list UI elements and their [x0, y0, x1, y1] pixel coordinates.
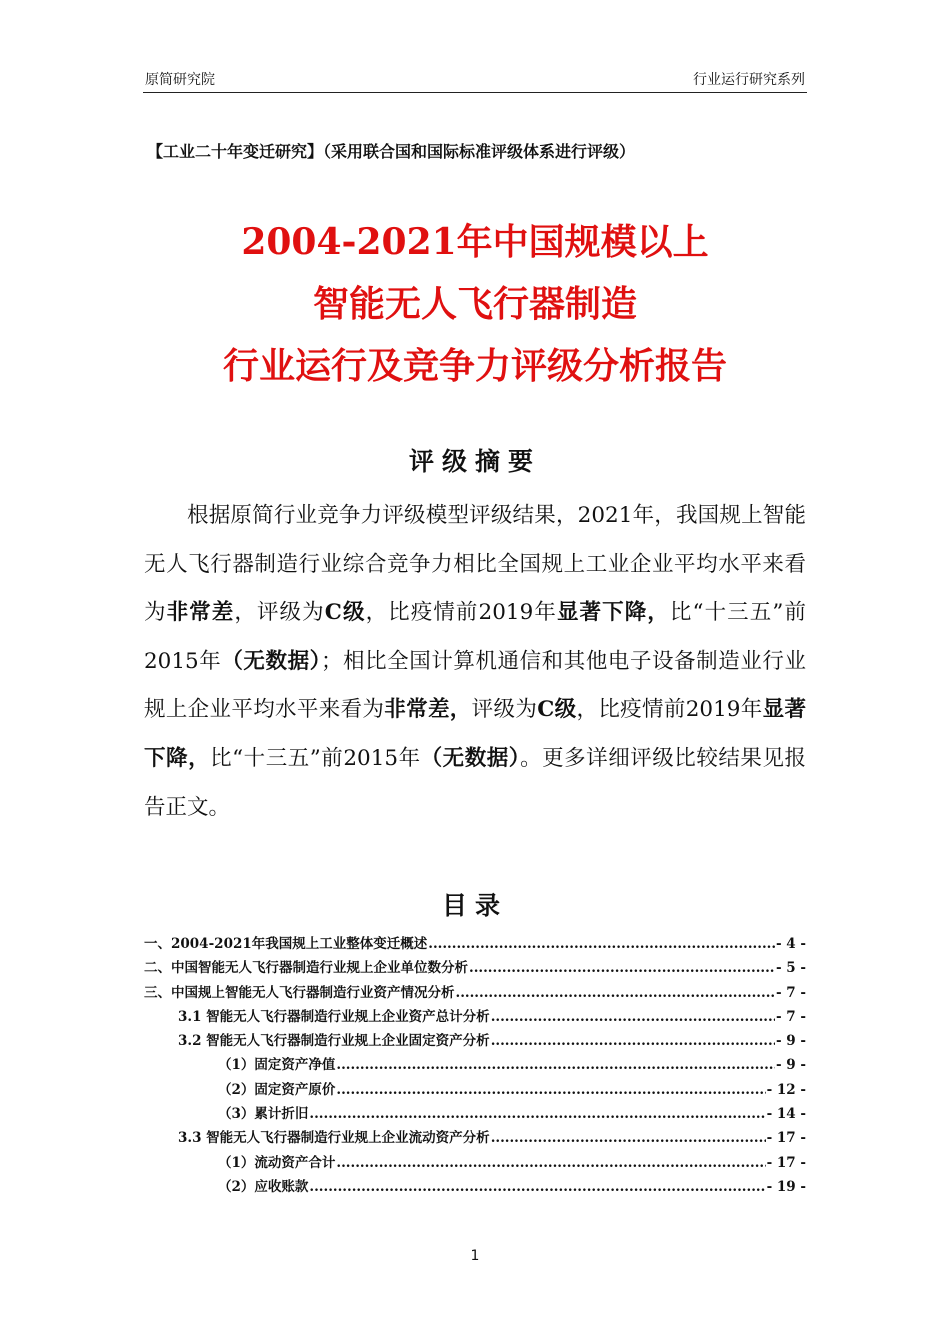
title-line-1: 2004-2021年中国规模以上 — [241, 221, 709, 263]
summary-body — [144, 492, 806, 832]
toc-entry-label: （2）固定资产原价 — [218, 1081, 336, 1098]
toc-leader-dots — [309, 1179, 765, 1195]
toc-entry-page: - 9 - — [776, 1057, 806, 1074]
toc-entry[interactable] — [144, 1029, 806, 1053]
toc-leader-dots — [469, 960, 775, 976]
toc-entry[interactable] — [144, 1126, 806, 1150]
summary-text: ，评级为 — [234, 600, 325, 626]
table-of-contents — [144, 932, 806, 1199]
summary-text: 评级为 — [471, 697, 538, 723]
toc-entry[interactable] — [144, 1175, 806, 1199]
toc-entry-label: 3.2 智能无人飞行器制造行业规上企业固定资产分析 — [178, 1033, 490, 1050]
summary-text: 根据原简行业竞争力评级模型评级结果，2021年，我国规上智能无人飞行器制造行业综合竞争力相比全国规上工业企业平均水平来看为 — [144, 503, 806, 626]
toc-leader-dots — [336, 1155, 765, 1171]
toc-entry-label: （3）累计折旧 — [218, 1106, 309, 1123]
toc-entry[interactable] — [144, 932, 806, 956]
toc-entry-page: - 4 - — [776, 936, 806, 952]
summary-heading: 评级摘要 — [408, 447, 541, 476]
summary-emphasis: 显著下降， — [144, 697, 806, 771]
summary-text: ，比疫情前2019年 — [576, 697, 763, 723]
toc-leader-dots — [456, 985, 776, 1001]
toc-entry[interactable] — [144, 1053, 806, 1077]
toc-entry[interactable] — [144, 981, 806, 1005]
toc-entry-label: 一、2004-2021年我国规上工业整体变迁概述 — [144, 936, 428, 952]
summary-text: 比“十三五”前2015年 — [210, 745, 421, 771]
summary-emphasis: C级 — [324, 600, 366, 626]
toc-entry[interactable] — [144, 1151, 806, 1175]
toc-leader-dots — [309, 1106, 765, 1122]
title-line-3: 行业运行及竞争力评级分析报告 — [222, 345, 727, 387]
toc-entry-page: - 14 - — [766, 1106, 806, 1123]
toc-entry-label: 三、中国规上智能无人飞行器制造行业资产情况分析 — [144, 984, 455, 1001]
toc-entry[interactable] — [144, 956, 806, 980]
toc-leader-dots — [491, 1033, 775, 1049]
toc-leader-dots — [491, 1009, 775, 1025]
summary-text: ，比疫情前2019年 — [365, 600, 557, 626]
summary-emphasis: （无数据） — [221, 648, 321, 674]
toc-entry-label: （1）流动资产合计 — [218, 1154, 336, 1171]
toc-entry[interactable] — [144, 1102, 806, 1126]
toc-entry[interactable] — [144, 1005, 806, 1029]
toc-entry-page: - 7 - — [776, 984, 806, 1001]
page-number: 1 — [470, 1248, 480, 1264]
summary-paragraph — [144, 492, 806, 832]
summary-emphasis: （无数据） — [420, 745, 521, 771]
toc-leader-dots — [336, 1082, 765, 1098]
toc-entry-page: - 9 - — [776, 1033, 806, 1050]
toc-entry-label: 3.3 智能无人飞行器制造行业规上企业流动资产分析 — [178, 1130, 490, 1147]
toc-entry[interactable] — [144, 1078, 806, 1102]
toc-entry-page: - 7 - — [776, 1008, 806, 1025]
toc-entry-label: （1）固定资产净值 — [218, 1057, 336, 1074]
toc-entry-label: 3.1 智能无人飞行器制造行业规上企业资产总计分析 — [178, 1008, 490, 1025]
toc-leader-dots — [428, 936, 775, 952]
toc-leader-dots — [491, 1130, 766, 1146]
summary-text: 比“十三五”前2015年 — [144, 600, 806, 674]
summary-emphasis: 显著下降， — [556, 600, 670, 626]
toc-entry-page: - 17 - — [766, 1154, 806, 1171]
summary-emphasis: 非常差， — [384, 697, 472, 723]
toc-entry-label: 二、中国智能无人飞行器制造行业规上企业单位数分析 — [144, 960, 468, 977]
header-series: 行业运行研究系列 — [693, 72, 805, 88]
page-header — [143, 66, 807, 93]
series-line: 【工业二十年变迁研究】（采用联合国和国际标准评级体系进行评级） — [147, 142, 636, 161]
toc-heading: 目录 — [441, 891, 508, 920]
toc-entry-page: - 12 - — [766, 1081, 806, 1098]
toc-entry-page: - 5 - — [776, 960, 806, 977]
toc-entry-page: - 19 - — [766, 1178, 806, 1195]
toc-leader-dots — [336, 1057, 775, 1073]
title-line-2: 智能无人飞行器制造 — [312, 283, 637, 325]
header-org: 原简研究院 — [145, 72, 215, 88]
summary-emphasis: 非常差 — [166, 600, 235, 626]
summary-text: 。更多详细评级比较结果见报告正文。 — [144, 745, 806, 820]
summary-emphasis: C级 — [537, 697, 577, 723]
toc-entry-label: （2）应收账款 — [218, 1178, 309, 1195]
summary-text: ；相比全国计算机通信和其他电子设备制造业行业规上企业平均水平来看为 — [144, 648, 806, 723]
toc-entry-page: - 17 - — [766, 1130, 806, 1147]
